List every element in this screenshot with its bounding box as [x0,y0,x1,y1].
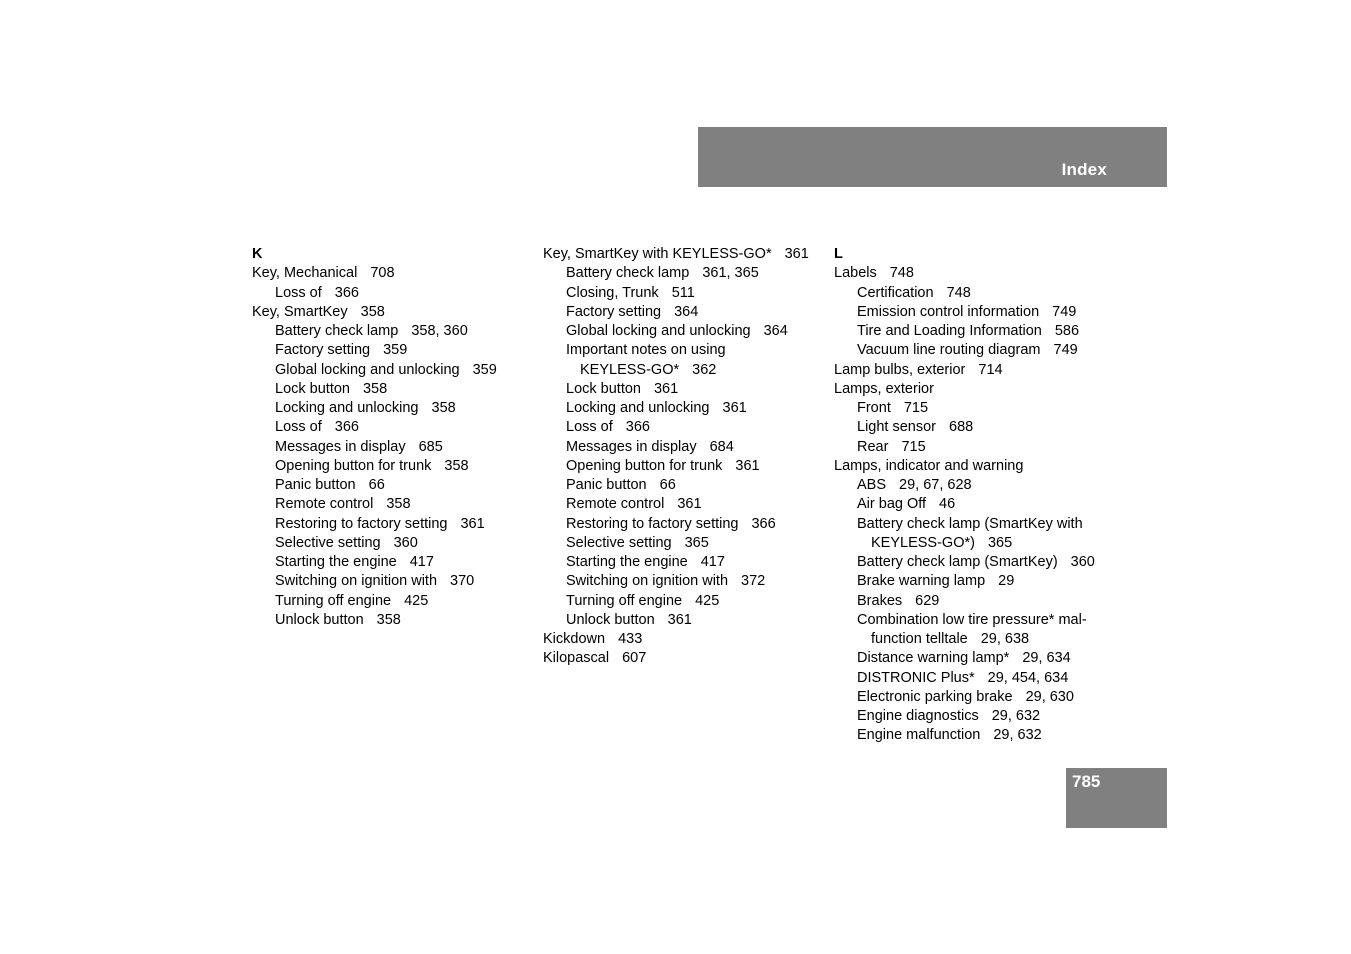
index-subentry [543,438,818,457]
index-page-ref: 358 [386,496,411,513]
index-subentry [252,495,527,514]
index-page-ref: 358 [360,303,385,320]
index-subentry [252,611,527,630]
index-page-ref: 688 [949,419,974,436]
index-page-ref: 366 [334,284,359,301]
index-subentry [834,688,1109,707]
index-subentry [543,380,818,399]
index-subentry [834,707,1109,726]
index-subentry-continuation [834,534,1109,553]
index-term: KEYLESS-GO*) [871,534,975,551]
index-page-ref: 358 [376,611,401,628]
index-subentry [834,438,1109,457]
index-page-ref: 748 [889,265,914,282]
index-term: Locking and unlocking [275,400,419,416]
index-page-ref: 362 [692,361,717,378]
index-page-ref: 361 [722,400,747,416]
index-page-ref: 29, 632 [993,727,1042,744]
index-term: Selective setting [275,534,381,551]
index-page-ref: 748 [946,284,971,301]
index-term: Restoring to factory setting [566,515,739,532]
index-page-ref: 366 [751,515,776,532]
index-term: KEYLESS-GO* [580,361,680,378]
index-page-ref: 417 [700,554,725,570]
index-subentry [834,322,1109,341]
index-subentry [252,418,527,437]
index-page-ref: 360 [1070,554,1095,570]
index-page-ref: 365 [684,534,709,551]
index-page-ref: 361 [784,246,809,262]
index-page-ref: 361 [735,457,760,474]
index-term: Air bag Off [857,496,927,513]
index-page-ref: 586 [1054,323,1080,339]
index-term: Key, SmartKey with KEYLESS-GO* [543,246,772,262]
index-subentry [543,303,818,322]
index-term: Important notes on using [566,342,726,359]
index-term: Emission control information [857,303,1040,320]
index-page-ref: 361 [677,496,702,513]
index-entry [252,264,527,283]
index-page-ref: 359 [472,361,497,378]
index-page-ref: 364 [763,323,788,339]
index-term: Loss of [275,419,322,436]
index-term: Battery check lamp [566,265,690,282]
index-term: Switching on ignition with [275,573,438,590]
index-column-1 [252,245,527,630]
index-term: Lamps, exterior [834,380,934,397]
index-subentry [834,592,1109,611]
index-page-ref: 685 [418,438,443,455]
index-subentry [834,418,1109,437]
index-page-ref: 29, 632 [991,708,1041,724]
index-subentry [543,476,818,495]
index-page-ref: 29 [998,573,1015,590]
index-page-ref: 370 [450,573,475,590]
index-term: Engine malfunction [857,727,981,744]
index-term: Vacuum line routing diagram [857,342,1041,359]
index-page-ref: 607 [622,650,647,667]
index-term: Key, SmartKey [252,303,348,320]
index-term: Battery check lamp [275,323,399,339]
index-subentry [543,457,818,476]
index-column-3 [834,245,1109,746]
index-term: Remote control [275,496,374,513]
page-number: 785 [1072,772,1101,791]
index-entry [834,380,1109,399]
index-term: Key, Mechanical [252,265,358,282]
index-page-ref: 29, 638 [980,631,1030,647]
index-term: Opening button for trunk [275,457,432,474]
index-term: Lock button [566,380,641,397]
index-column-2 [543,245,818,669]
index-page-ref: 29, 630 [1025,688,1074,705]
index-term: Starting the engine [566,554,688,570]
index-subentry [252,534,527,553]
index-subentry [543,572,818,591]
index-subentry-continuation [543,361,818,380]
index-term: Engine diagnostics [857,708,979,724]
index-subentry [834,649,1109,668]
index-page-ref: 46 [939,496,956,513]
index-page-ref: 425 [695,592,720,609]
index-term: Tire and Loading Information [857,323,1042,339]
index-term: L [834,246,843,262]
index-term: DISTRONIC Plus* [857,669,975,686]
index-subentry [252,515,527,534]
index-term: Messages in display [566,438,697,455]
index-subentry [252,341,527,360]
index-term: Combination low tire pressure* mal- [857,611,1087,628]
index-term: Lamps, indicator and warning [834,457,1024,474]
index-page-ref: 425 [404,592,429,609]
index-subentry [543,515,818,534]
header-bar [698,127,1167,187]
index-entry [543,630,818,649]
index-entry [834,264,1109,283]
index-page-ref: 361 [667,611,692,628]
index-term: Panic button [275,477,356,493]
index-page-ref: 684 [709,438,734,455]
index-term: Unlock button [275,611,364,628]
index-term: Certification [857,284,934,301]
index-subentry [543,611,818,630]
index-subentry [252,572,527,591]
index-term: Remote control [566,496,665,513]
index-subentry [834,476,1109,495]
index-subentry [834,303,1109,322]
index-subentry [543,341,818,360]
index-term: ABS [857,477,887,493]
index-page-ref: 29, 67, 628 [899,477,972,493]
page-number-box [1066,768,1167,828]
index-subentry [834,611,1109,630]
index-term: K [252,246,263,262]
index-term: Loss of [566,419,613,436]
index-page-ref: 366 [334,419,359,436]
index-term: Battery check lamp (SmartKey) [857,554,1058,570]
index-subentry [252,438,527,457]
index-subentry [543,322,818,341]
index-term: Starting the engine [275,554,397,570]
index-subentry [834,553,1109,572]
index-page-ref: 372 [741,573,766,590]
index-subentry [252,399,527,418]
index-subentry [252,380,527,399]
index-page-ref: 629 [915,592,940,609]
index-page-ref: 361 [653,380,679,397]
index-page-ref: 364 [674,303,699,320]
index-subentry [252,284,527,303]
index-subentry [543,592,818,611]
index-page-ref: 749 [1052,303,1077,320]
index-subentry [543,284,818,303]
index-subentry [543,495,818,514]
index-subentry [834,495,1109,514]
index-entry [543,649,818,668]
index-term: Closing, Trunk [566,284,659,301]
index-page-ref: 749 [1053,342,1078,359]
index-term: Light sensor [857,419,936,436]
index-page-ref: 708 [370,265,395,282]
index-term: Panic button [566,477,647,493]
index-subentry [252,553,527,572]
page-title: Index [1061,160,1107,179]
index-term: Unlock button [566,611,655,628]
index-term: Locking and unlocking [566,400,710,416]
index-term: Front [857,400,891,416]
index-subentry [252,457,527,476]
index-term: Lamp bulbs, exterior [834,361,966,378]
index-term: Loss of [275,284,322,301]
section-letter [834,245,1109,264]
index-term: Factory setting [566,303,662,320]
index-subentry [252,322,527,341]
index-term: Lock button [275,380,350,397]
index-term: Global locking and unlocking [275,361,460,378]
index-term: Turning off engine [566,592,683,609]
index-page-ref: 360 [393,534,418,551]
section-letter [252,245,527,264]
index-subentry [834,572,1109,591]
index-subentry [252,476,527,495]
index-entry [834,457,1109,476]
index-page-ref: 29, 454, 634 [987,669,1069,686]
index-page-ref: 417 [409,554,434,570]
index-term: Factory setting [275,342,371,359]
index-page-ref: 66 [368,477,385,493]
index-subentry [834,399,1109,418]
index-term: Opening button for trunk [566,457,723,474]
index-term: Messages in display [275,438,406,455]
index-page-ref: 715 [903,400,929,416]
index-term: Brakes [857,592,903,609]
index-page-ref: 433 [618,631,643,647]
index-term: Brake warning lamp [857,573,986,590]
index-page-ref: 715 [901,438,926,455]
index-term: Global locking and unlocking [566,323,751,339]
index-term: Switching on ignition with [566,573,729,590]
index-subentry [543,399,818,418]
index-page-ref: 365 [987,534,1013,551]
index-term: Rear [857,438,889,455]
index-term: Electronic parking brake [857,688,1013,705]
index-page-ref: 511 [671,284,695,301]
index-term: Distance warning lamp* [857,650,1010,667]
index-page-ref: 358 [444,457,469,474]
index-entry [834,361,1109,380]
index-entry [543,245,818,264]
index-term: Kickdown [543,631,606,647]
index-page-ref: 358 [431,400,456,416]
index-subentry [543,534,818,553]
index-subentry [834,284,1109,303]
index-page-ref: 66 [659,477,676,493]
index-page-ref: 366 [625,419,650,436]
index-page-ref: 714 [978,361,1003,378]
index-term: Labels [834,265,877,282]
index-term: Battery check lamp (SmartKey with [857,515,1083,532]
index-page-ref: 358, 360 [411,323,468,339]
index-subentry [834,669,1109,688]
index-subentry [834,341,1109,360]
index-page-ref: 358 [362,380,388,397]
index-subentry-continuation [834,630,1109,649]
index-page-ref: 361, 365 [702,265,759,282]
index-page-ref: 29, 634 [1022,650,1071,667]
index-page-ref: 361 [460,515,485,532]
index-subentry [252,361,527,380]
index-term: Restoring to factory setting [275,515,448,532]
index-term: function telltale [871,631,968,647]
index-subentry [252,592,527,611]
index-page-ref: 359 [383,342,408,359]
index-entry [252,303,527,322]
index-subentry [834,726,1109,745]
index-term: Turning off engine [275,592,392,609]
index-subentry [543,264,818,283]
index-term: Kilopascal [543,650,610,667]
index-term: Selective setting [566,534,672,551]
index-subentry [834,515,1109,534]
index-subentry [543,553,818,572]
index-subentry [543,418,818,437]
